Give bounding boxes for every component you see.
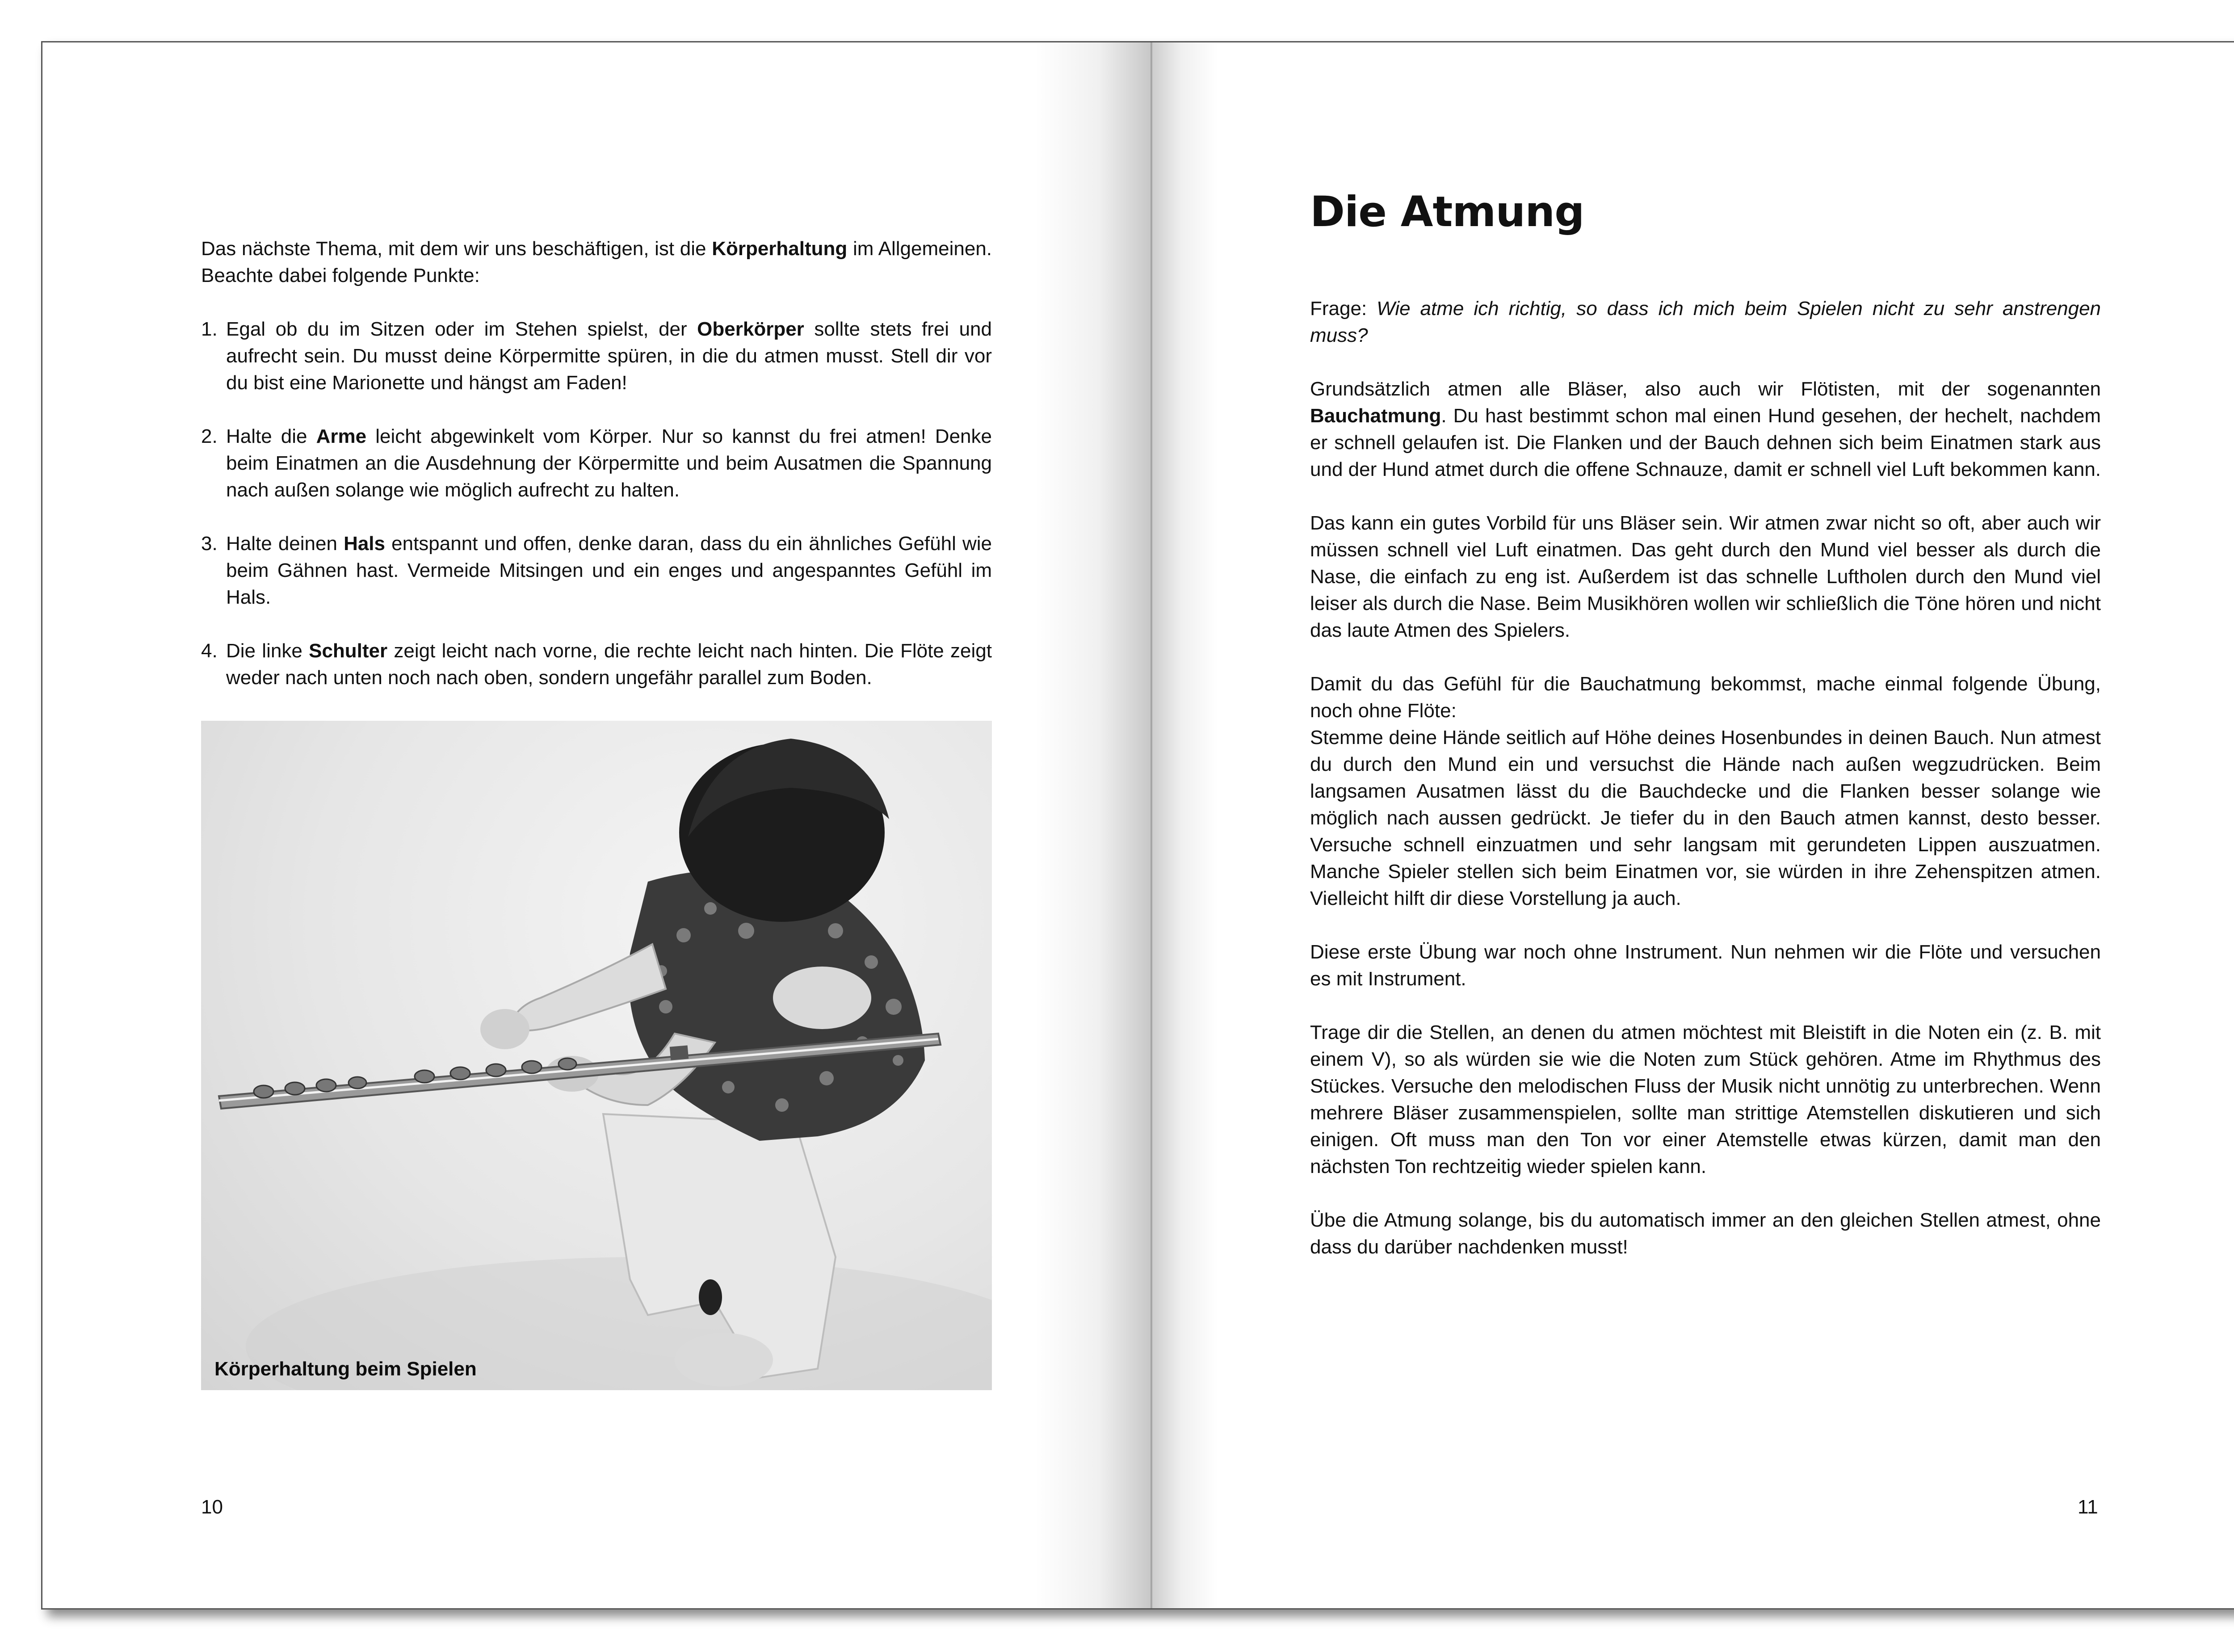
paragraph: Grundsätzlich atmen alle Bläser, also auch wir Flötisten, mit der sogenannten Bauchatmung. Du hast bestimmt schon mal einen Hund gesehen, der hechelt, nachdem er schnell gelaufen ist. Die Flanken und der Bauch dehnen sich beim Einatmen stark aus und der Hund atmet durch die offene Schnauze, damit er schnell viel Luft bekommen kann. (1310, 378, 2101, 480)
list-item: 1. Egal ob du im Sitzen oder im Stehen spielst, der Oberkörper sollte stets frei und aufrecht sein. Du musst deine Körpermitte spüren, in die du atmen musst. Stell dir vor du bist eine Marionette und hängst am Faden! (201, 318, 992, 394)
page-number-left: 10 (201, 1496, 223, 1518)
keyword-bauchatmung: Bauchatmung (1310, 405, 1441, 427)
keyword-koerperhaltung: Körperhaltung (712, 238, 848, 260)
flute-player-photo (201, 721, 992, 1390)
paragraph: Diese erste Übung war noch ohne Instrument. Nun nehmen wir die Flöte und versuchen es mit Instrument. (1310, 941, 2101, 990)
paragraph: Übe die Atmung solange, bis du automatisch immer an den gleichen Stellen atmest, ohne dass du darüber nachdenken musst! (1310, 1209, 2101, 1258)
posture-points-list (201, 316, 992, 691)
list-item: 3. Halte deinen Hals entspannt und offen, denke daran, dass du ein ähnliches Gefühl wie beim Gähnen hast. Vermeide Mitsingen und ein enges und angespanntes Gefühl im Hals. (201, 533, 992, 608)
left-page-text (201, 235, 992, 718)
list-item: 2. Halte die Arme leicht abgewinkelt vom Körper. Nur so kannst du frei atmen! Denke beim Einatmen an die Ausdehnung der Körpermitte und beim Ausatmen die Spannung nach außen solange wie möglich aufrecht zu halten. (201, 425, 992, 501)
question-paragraph: Frage: Wie atme ich richtig, so dass ich mich beim Spielen nicht zu sehr anstrengen muss? (1310, 298, 2101, 346)
paragraph: Das kann ein gutes Vorbild für uns Bläser sein. Wir atmen zwar nicht so oft, aber auch wir müssen schnell viel Luft einatmen. Das geht durch den Mund viel besser als durch die Nase, die einfach zu eng ist. Außerdem ist das schnelle Luftholen durch den Mund viel leiser als durch die Nase. Beim Musikhören wollen wir schließlich die Töne hören und nicht das laute Atmen des Spielers. (1310, 512, 2101, 641)
intro-paragraph: Das nächste Thema, mit dem wir uns beschäftigen, ist die Körperhaltung im Allgemeinen. Beachte dabei folgende Punkte: (201, 238, 992, 286)
exercise-paragraph: Damit du das Gefühl für die Bauchatmung bekommst, mache einmal folgende Übung, noch ohne Flöte: Stemme deine Hände seitlich auf Höhe deines Hosenbundes in deinen Bauch. Nun atmest du durch den Mund ein und versuchst die Hände nach außen wegzudrücken. Beim langsamen Ausatmen lässt du die Bauchdecke und die Flanken besser solange wie möglich nach aussen gedrückt. Je tiefer du in den Bauch atmen kannst, desto besser. Versuche schnell einzuatmen und sehr langsam mit gerundeten Lippen auszuatmen. Manche Spieler stellen sich beim Einatmen vor, sie würden in ihre Zehenspitzen atmen. Vielleicht hilft dir diese Vorstellung ja auch. (1310, 673, 2101, 909)
page-number-right: 11 (2078, 1496, 2098, 1518)
chapter-heading: Die Atmung (1310, 188, 1584, 236)
gutter-shadow-left (1034, 42, 1151, 1608)
right-page-text (1310, 295, 2101, 1287)
photo-caption: Körperhaltung beim Spielen (214, 1358, 477, 1380)
open-book (41, 41, 2234, 1610)
flute-player-illustration (201, 721, 992, 1390)
left-page (42, 42, 1151, 1608)
list-item: 4. Die linke Schulter zeigt leicht nach vorne, die rechte leicht nach hinten. Die Flöte zeigt weder nach unten noch nach oben, sondern ungefähr parallel zum Boden. (201, 640, 992, 689)
paragraph: Trage dir die Stellen, an denen du atmen möchtest mit Bleistift in die Noten ein (z. B. mit einem V), so als würden sie wie die Noten zum Stück gehören. Atme im Rhythmus des Stückes. Versuche den melodischen Fluss der Musik nicht unnötig zu unterbrechen. Wenn mehrere Bläser zusammenspielen, sollte man strittige Atemstellen diskutieren und sich einigen. Oft muss man den Ton vor einer Atemstelle etwas kürzen, damit man den nächsten Ton rechtzeitig wieder spielen kann. (1310, 1021, 2101, 1177)
